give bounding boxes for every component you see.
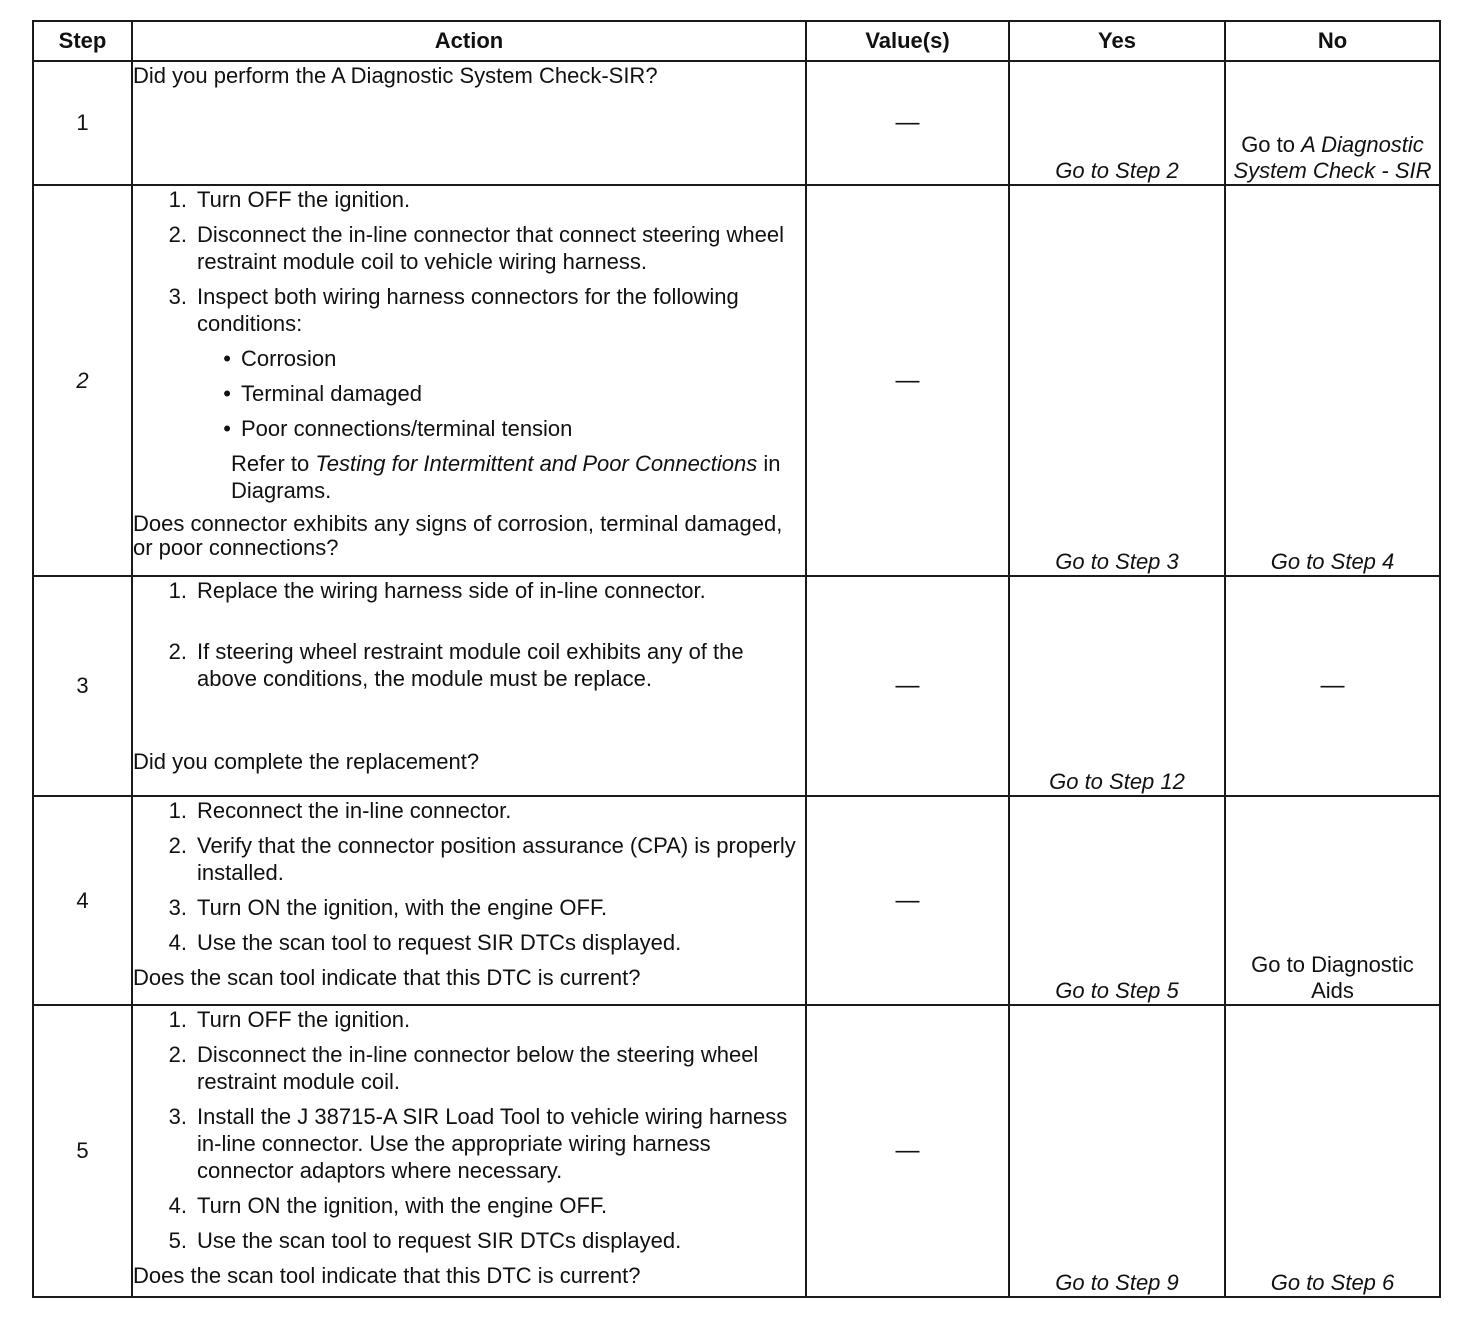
- list-item: [153, 797, 805, 824]
- no-cell: Go to Step 6: [1225, 1005, 1440, 1297]
- table-row: [33, 185, 1440, 576]
- step-number: 4: [33, 796, 132, 1005]
- item-number: 2.: [168, 1042, 187, 1067]
- list-item: [153, 1227, 805, 1254]
- value-cell: —: [806, 1005, 1009, 1297]
- condition-list: [197, 345, 805, 442]
- step-number: 3: [33, 576, 132, 796]
- list-item: [153, 832, 805, 886]
- item-number: 3.: [168, 895, 187, 920]
- table-row: [33, 576, 1440, 796]
- bullet-text: Terminal damaged: [241, 381, 422, 406]
- item-number: 1.: [168, 578, 187, 603]
- value-cell: —: [806, 796, 1009, 1005]
- item-text: Turn OFF the ignition.: [197, 187, 411, 212]
- value-cell: —: [806, 576, 1009, 796]
- step-list: [133, 186, 805, 504]
- table-row: [33, 796, 1440, 1005]
- step-list: [133, 797, 805, 956]
- step-number: 5: [33, 1005, 132, 1297]
- bullet-icon: •: [223, 381, 231, 406]
- header-yes: Yes: [1009, 21, 1225, 61]
- item-text: Turn OFF the ignition.: [197, 1007, 411, 1032]
- item-text: Use the scan tool to request SIR DTCs displayed.: [197, 1228, 682, 1253]
- item-number: 2.: [168, 833, 187, 858]
- no-cell: [1225, 61, 1440, 185]
- item-number: 3.: [168, 1104, 187, 1129]
- reference-note: [197, 450, 805, 504]
- bullet-icon: •: [223, 346, 231, 371]
- item-text: Turn ON the ignition, with the engine OFF.: [197, 895, 608, 920]
- question-text: Does the scan tool indicate that this DTC is current?: [133, 1263, 641, 1288]
- action-cell: [132, 185, 806, 576]
- no-prefix: Go to: [1241, 132, 1295, 157]
- question-text: Did you complete the replacement?: [133, 749, 480, 774]
- yes-cell: Go to Step 2: [1009, 61, 1225, 185]
- header-row: [33, 21, 1440, 61]
- list-item: [153, 221, 805, 275]
- item-number: 4.: [168, 1193, 187, 1218]
- action-cell: [132, 1005, 806, 1297]
- list-item: [153, 929, 805, 956]
- yes-cell: Go to Step 12: [1009, 576, 1225, 796]
- item-number: 1.: [168, 1007, 187, 1032]
- step-list: [133, 1006, 805, 1254]
- question-text: Did you perform the A Diagnostic System Check-SIR?: [133, 63, 658, 88]
- item-text: Use the scan tool to request SIR DTCs displayed.: [197, 930, 682, 955]
- header-no: No: [1225, 21, 1440, 61]
- value-cell: —: [806, 61, 1009, 185]
- value-cell: —: [806, 185, 1009, 576]
- bullet-item: [197, 345, 805, 372]
- list-item: [153, 1006, 805, 1033]
- step-number: 2: [33, 185, 132, 576]
- step-number: 1: [33, 61, 132, 185]
- ref-prefix: Refer to: [231, 451, 310, 476]
- item-number: 1.: [168, 798, 187, 823]
- header-step: Step: [33, 21, 132, 61]
- list-item: [153, 577, 805, 604]
- diagnostic-table: [32, 20, 1441, 1298]
- list-item: [153, 283, 805, 504]
- yes-cell: Go to Step 5: [1009, 796, 1225, 1005]
- question-text: Does connector exhibits any signs of corrosion, terminal damaged, or poor connections?: [133, 511, 783, 560]
- item-number: 5.: [168, 1228, 187, 1253]
- list-item: [153, 894, 805, 921]
- question-text: Does the scan tool indicate that this DTC is current?: [133, 965, 641, 990]
- item-body: [197, 283, 805, 504]
- list-item: [153, 1192, 805, 1219]
- bullet-item: [197, 380, 805, 407]
- bullet-text: Corrosion: [241, 346, 337, 371]
- ref-suffix: in Diagrams.: [231, 451, 781, 503]
- item-number: 1.: [168, 187, 187, 212]
- item-text: Reconnect the in-line connector.: [197, 798, 512, 823]
- no-cell: Go to Step 4: [1225, 185, 1440, 576]
- header-action: Action: [132, 21, 806, 61]
- bullet-item: [197, 415, 805, 442]
- action-cell: [132, 61, 806, 185]
- no-link-text: A Diagnostic System Check - SIR: [1233, 132, 1432, 183]
- item-number: 2.: [168, 639, 187, 664]
- action-cell: [132, 576, 806, 796]
- item-text: Disconnect the in-line connector below the steering wheel restraint module coil.: [197, 1042, 759, 1094]
- bullet-icon: •: [223, 416, 231, 441]
- table-row: [33, 61, 1440, 185]
- item-text: Install the J 38715-A SIR Load Tool to vehicle wiring harness in-line connector. Use the appropriate wiring harness connector adaptors where necessary.: [197, 1104, 788, 1183]
- no-cell: Go to Diagnostic Aids: [1225, 796, 1440, 1005]
- table-row: [33, 1005, 1440, 1297]
- list-item: [153, 1103, 805, 1184]
- header-values: Value(s): [806, 21, 1009, 61]
- action-cell: [132, 796, 806, 1005]
- item-number: 3.: [168, 284, 187, 309]
- bullet-text: Poor connections/terminal tension: [241, 416, 573, 441]
- yes-cell: Go to Step 3: [1009, 185, 1225, 576]
- item-text: Disconnect the in-line connector that connect steering wheel restraint module coil to vehicle wiring harness.: [197, 222, 785, 274]
- list-item: [153, 1041, 805, 1095]
- item-number: 4.: [168, 930, 187, 955]
- list-item: [153, 638, 805, 692]
- item-text: Inspect both wiring harness connectors for the following conditions:: [197, 284, 739, 336]
- ref-link-text: Testing for Intermittent and Poor Connections: [315, 451, 758, 476]
- step-list: [133, 577, 805, 700]
- list-item: [153, 186, 805, 213]
- no-cell: —: [1225, 576, 1440, 796]
- item-text: Replace the wiring harness side of in-line connector.: [197, 578, 706, 603]
- item-text: Turn ON the ignition, with the engine OFF.: [197, 1193, 608, 1218]
- item-text: If steering wheel restraint module coil exhibits any of the above conditions, the module must be replace.: [197, 639, 744, 691]
- yes-cell: Go to Step 9: [1009, 1005, 1225, 1297]
- item-number: 2.: [168, 222, 187, 247]
- item-text: Verify that the connector position assurance (CPA) is properly installed.: [197, 833, 796, 885]
